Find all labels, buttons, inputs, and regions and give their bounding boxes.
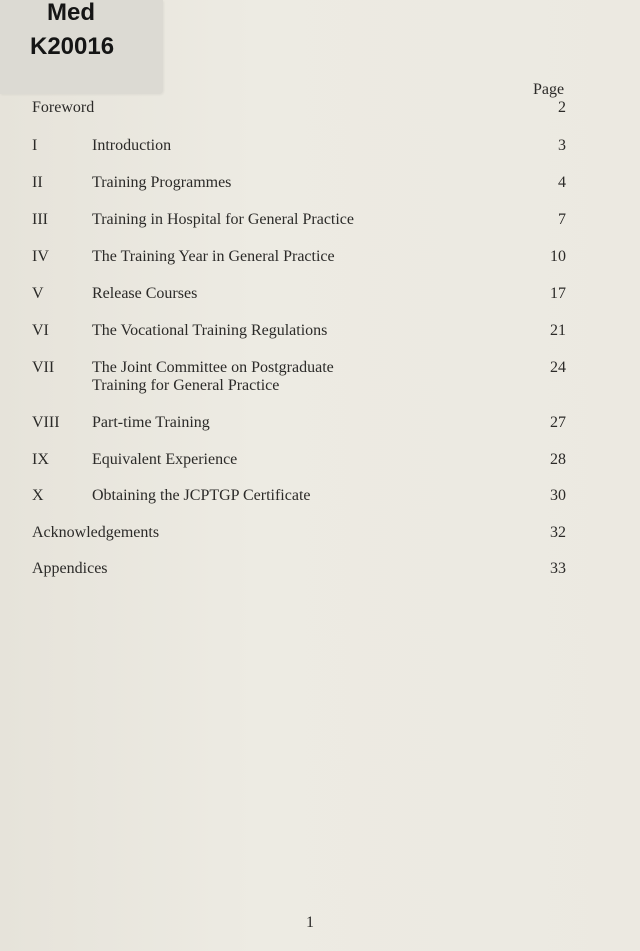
toc-entry-page: 33	[550, 560, 566, 577]
toc-entry-title: Training Programmes	[92, 174, 232, 191]
page-column-header: Page	[533, 81, 565, 98]
toc-entry-page: 27	[550, 414, 566, 431]
toc-entry-number: VII	[32, 359, 55, 376]
toc-entry-title: Foreword	[32, 99, 95, 116]
toc-entry-page: 21	[550, 322, 566, 339]
toc-entry-title: Release Courses	[92, 285, 198, 302]
toc-entry-page: 10	[550, 248, 566, 265]
toc-entry-page: 30	[550, 487, 566, 504]
toc-entry-title: The Vocational Training Regulations	[92, 322, 328, 339]
toc-entry-title: Appendices	[32, 560, 108, 577]
toc-entry-title: Introduction	[92, 137, 172, 154]
toc-entry-number: VI	[32, 322, 49, 339]
page-number: 1	[306, 914, 314, 931]
toc-entry-number: V	[32, 285, 44, 302]
toc-entry-number: X	[32, 487, 44, 504]
toc-entry-title: Equivalent Experience	[92, 451, 238, 468]
toc-entry-title-line-1: The Joint Committee on Postgraduate	[92, 359, 334, 376]
sticker-text-line-1: Med	[47, 0, 95, 26]
toc-entry-number: IX	[32, 451, 49, 468]
toc-entry-title: Acknowledgements	[32, 524, 160, 541]
toc-entry-page: 4	[558, 174, 566, 191]
toc-entry-title: Obtaining the JCPTGP Certificate	[92, 487, 311, 504]
toc-entry-number: VIII	[32, 414, 60, 431]
toc-entry-page: 28	[550, 451, 566, 468]
toc-entry-number: III	[32, 211, 48, 228]
toc-entry-title-line-2: Training for General Practice	[92, 377, 280, 394]
toc-entry-page: 7	[558, 211, 566, 228]
toc-entry-number: I	[32, 137, 38, 154]
sticker-text-line-2: K20016	[30, 33, 115, 60]
toc-entry-page: 32	[550, 524, 566, 541]
library-label-sticker	[0, 0, 163, 94]
toc-entry-page: 24	[550, 359, 566, 376]
toc-entry-title: Part-time Training	[92, 414, 210, 431]
toc-entry-page: 17	[550, 285, 566, 302]
toc-entry-number: IV	[32, 248, 49, 265]
toc-entry-title: Training in Hospital for General Practice	[92, 211, 355, 228]
toc-entry-page: 2	[558, 99, 566, 116]
toc-entry-title: The Training Year in General Practice	[92, 248, 335, 265]
toc-entry-number: II	[32, 174, 43, 191]
toc-entry-page: 3	[558, 137, 566, 154]
